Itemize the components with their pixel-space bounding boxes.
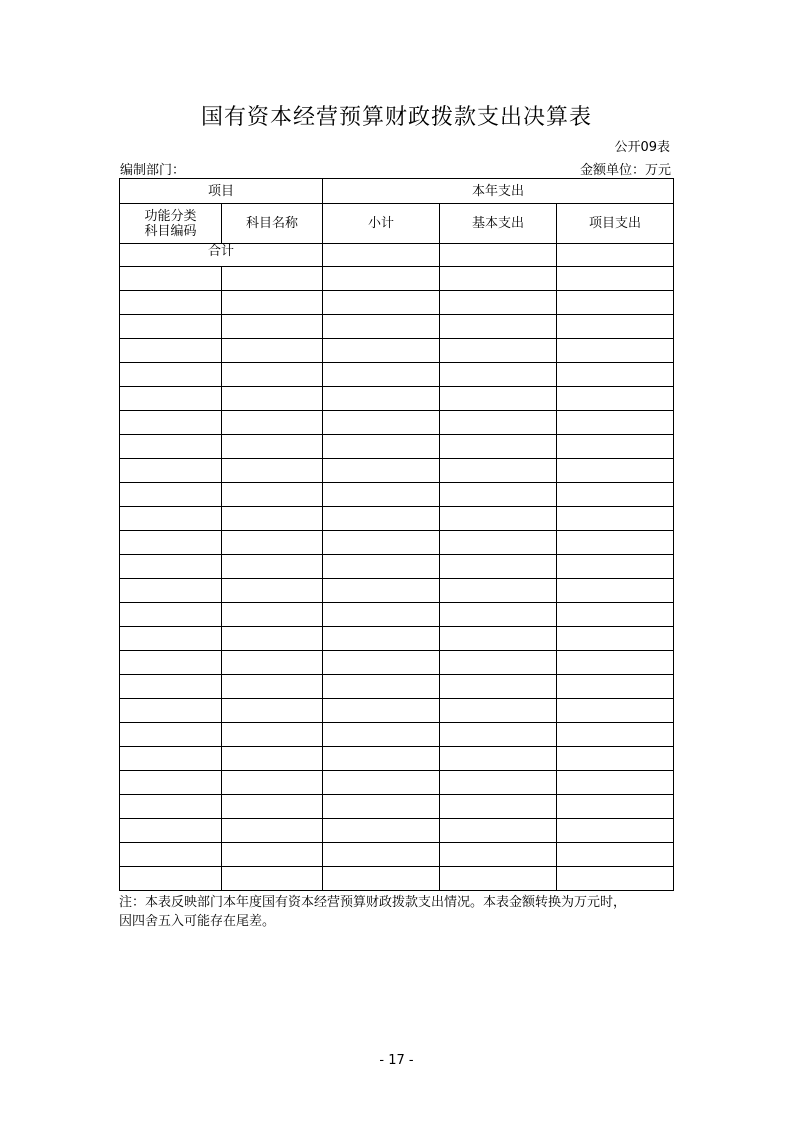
table-cell [440, 387, 557, 411]
table-cell [323, 627, 440, 651]
table-row [120, 339, 674, 363]
table-cell [557, 843, 674, 867]
table-cell [120, 675, 222, 699]
table-row [120, 531, 674, 555]
table-cell [323, 579, 440, 603]
col-header-basic: 基本支出 [440, 204, 557, 244]
table-cell [120, 603, 222, 627]
table-cell [440, 843, 557, 867]
table-cell [440, 699, 557, 723]
table-cell [557, 579, 674, 603]
table-cell [440, 675, 557, 699]
table-cell [120, 771, 222, 795]
footnote [119, 893, 679, 931]
table-cell [557, 699, 674, 723]
table-cell [323, 795, 440, 819]
table-cell [120, 867, 222, 891]
table-cell [323, 483, 440, 507]
table-row [120, 267, 674, 291]
table-cell [440, 411, 557, 435]
table-cell [120, 387, 222, 411]
footnote-line-2: 因四舍五入可能存在尾差。 [119, 914, 276, 929]
table-cell [323, 771, 440, 795]
table-cell [120, 459, 222, 483]
table-cell [557, 315, 674, 339]
table-cell [222, 843, 323, 867]
col-header-project: 项目支出 [557, 204, 674, 244]
table-row [120, 651, 674, 675]
col-code-line2: 科目编码 [144, 223, 197, 239]
footnote-line-1: 注：本表反映部门本年度国有资本经营预算财政拨款支出情况。本表金额转换为万元时， [119, 895, 627, 910]
table-cell [222, 435, 323, 459]
dept-label: 编制部门： [120, 163, 186, 178]
table-cell [323, 723, 440, 747]
col-header-name: 科目名称 [222, 204, 323, 244]
table-cell [222, 747, 323, 771]
table-cell [557, 723, 674, 747]
table-cell [440, 795, 557, 819]
table-row [120, 291, 674, 315]
table-cell [323, 339, 440, 363]
table-row [120, 411, 674, 435]
table-cell [120, 819, 222, 843]
table-cell [440, 435, 557, 459]
table-cell [222, 459, 323, 483]
table-cell [440, 315, 557, 339]
table-cell [557, 291, 674, 315]
table-cell [222, 387, 323, 411]
total-project-cell [557, 244, 674, 267]
form-code: 公开09表 [614, 140, 670, 155]
unit-label: 金额单位：万元 [579, 163, 671, 178]
table-cell [557, 651, 674, 675]
table-row [120, 795, 674, 819]
table-cell [557, 435, 674, 459]
table-cell [323, 747, 440, 771]
table-cell [440, 267, 557, 291]
table-cell [323, 315, 440, 339]
table-cell [440, 747, 557, 771]
table-cell [222, 699, 323, 723]
table-cell [222, 291, 323, 315]
table-cell [222, 555, 323, 579]
table-row [120, 627, 674, 651]
table-row [120, 507, 674, 531]
table-row [120, 363, 674, 387]
table-cell [557, 267, 674, 291]
table-cell [120, 507, 222, 531]
table-cell [120, 531, 222, 555]
table-cell [557, 795, 674, 819]
total-label: 合计 [120, 244, 323, 267]
table-cell [557, 339, 674, 363]
table-cell [440, 723, 557, 747]
table-row [120, 579, 674, 603]
table-cell [120, 483, 222, 507]
table-cell [440, 339, 557, 363]
table-cell [323, 459, 440, 483]
table-cell [222, 795, 323, 819]
table-cell [120, 267, 222, 291]
table-cell [222, 603, 323, 627]
table-cell [323, 435, 440, 459]
table-cell [323, 675, 440, 699]
table-cell [557, 747, 674, 771]
table-cell [440, 507, 557, 531]
table-cell [120, 291, 222, 315]
table-cell [557, 483, 674, 507]
table-cell [323, 291, 440, 315]
table-cell [120, 843, 222, 867]
table-cell [222, 723, 323, 747]
table-cell [222, 315, 323, 339]
table-cell [120, 579, 222, 603]
table-cell [222, 339, 323, 363]
table-cell [222, 363, 323, 387]
table-cell [323, 531, 440, 555]
table-cell [323, 651, 440, 675]
table-cell [440, 603, 557, 627]
table-cell [222, 819, 323, 843]
table-cell [323, 363, 440, 387]
table-row [120, 555, 674, 579]
table-cell [323, 507, 440, 531]
table-cell [323, 843, 440, 867]
header-current-year: 本年支出 [323, 179, 674, 204]
header-row-2 [120, 204, 674, 244]
table-cell [557, 507, 674, 531]
page-title: 国有资本经营预算财政拨款支出决算表 [200, 105, 592, 130]
table-cell [222, 483, 323, 507]
table-cell [557, 459, 674, 483]
table-cell [222, 507, 323, 531]
table-cell [557, 867, 674, 891]
table-cell [323, 267, 440, 291]
table-cell [440, 459, 557, 483]
table-cell [557, 363, 674, 387]
table-cell [222, 579, 323, 603]
table-cell [120, 723, 222, 747]
table-cell [120, 339, 222, 363]
table-cell [440, 867, 557, 891]
table-cell [222, 867, 323, 891]
table-row [120, 675, 674, 699]
table-row [120, 867, 674, 891]
col-header-subtotal: 小计 [323, 204, 440, 244]
table-cell [120, 627, 222, 651]
table-cell [120, 363, 222, 387]
table-cell [222, 651, 323, 675]
table-cell [557, 531, 674, 555]
table-row [120, 459, 674, 483]
table-cell [557, 627, 674, 651]
table-row [120, 771, 674, 795]
table-row [120, 387, 674, 411]
table-cell [323, 387, 440, 411]
expenditure-table [119, 178, 674, 891]
table-cell [440, 819, 557, 843]
table-cell [222, 531, 323, 555]
table-cell [557, 819, 674, 843]
table-cell [120, 795, 222, 819]
table-cell [222, 411, 323, 435]
total-row [120, 244, 674, 267]
table-cell [557, 555, 674, 579]
table-cell [323, 555, 440, 579]
col-code-line1: 功能分类 [144, 208, 197, 224]
table-row [120, 483, 674, 507]
table-cell [557, 603, 674, 627]
table-cell [120, 315, 222, 339]
table-cell [222, 267, 323, 291]
table-cell [440, 771, 557, 795]
table-cell [120, 555, 222, 579]
table-row [120, 315, 674, 339]
table-cell [222, 627, 323, 651]
table-cell [323, 603, 440, 627]
page-number: - 17 - [379, 1053, 414, 1068]
table-cell [557, 675, 674, 699]
table-cell [323, 699, 440, 723]
table-cell [557, 411, 674, 435]
table-cell [440, 627, 557, 651]
table-row [120, 819, 674, 843]
table-row [120, 603, 674, 627]
table-cell [440, 291, 557, 315]
table-cell [323, 819, 440, 843]
table-cell [222, 771, 323, 795]
table-cell [440, 363, 557, 387]
table-cell [120, 747, 222, 771]
table-row [120, 723, 674, 747]
header-item: 项目 [120, 179, 323, 204]
table-row [120, 435, 674, 459]
table-cell [440, 555, 557, 579]
table-cell [120, 651, 222, 675]
col-header-code [120, 204, 222, 244]
table-cell [440, 651, 557, 675]
table-row [120, 843, 674, 867]
table-cell [323, 411, 440, 435]
table-cell [323, 867, 440, 891]
table-cell [440, 579, 557, 603]
table-row [120, 699, 674, 723]
table-cell [120, 411, 222, 435]
table-cell [557, 387, 674, 411]
table-cell [120, 699, 222, 723]
table-cell [440, 483, 557, 507]
total-subtotal-cell [323, 244, 440, 267]
table-cell [440, 531, 557, 555]
table-cell [120, 435, 222, 459]
header-row-1 [120, 179, 674, 204]
table-cell [557, 771, 674, 795]
table-cell [222, 675, 323, 699]
total-basic-cell [440, 244, 557, 267]
table-row [120, 747, 674, 771]
